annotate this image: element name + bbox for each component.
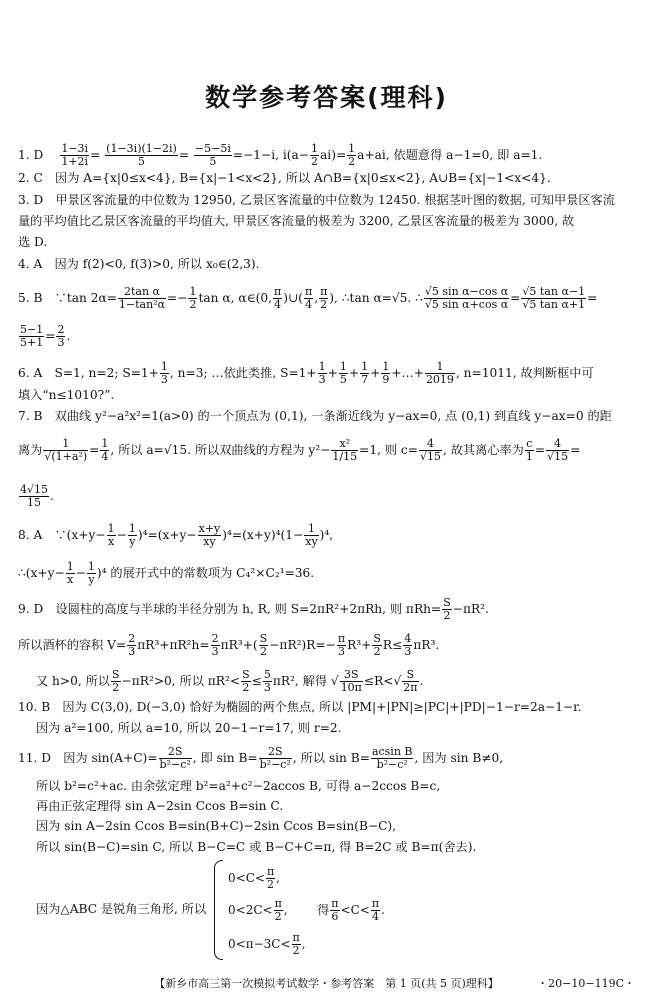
answer-11-line-1: 11. D 因为 sin(A+C)= $\frac{2S}{\text{b²−c²}}$ , 即 sin B= $\frac{2S}{\text{b²−c²}}$ , 所以 sin B= $\frac{\text{acsin B}}{\text{b²−c²}}$ , 因为 sin B≠0, bbox=[18, 745, 504, 771]
answer-11-line-3: 再由正弦定理得 sin A−2sin Ccos B=sin C. bbox=[36, 799, 284, 813]
system-brace bbox=[214, 860, 223, 960]
footer-text: 【新乡市高三第一次模拟考试数学・参考答案 第 1 页(共 5 页)理科】 bbox=[154, 977, 499, 990]
answer-8-line-1: 8. A ∵(x+y− $\frac{1}{x}$ − $\frac{1}{y}$ )⁴=(x+y− $\frac{x+y}{xy}$ )⁴=(x+y)⁴(1− $\frac{1}{xy}$ )⁴, bbox=[18, 522, 334, 548]
answer-11-line-4: 因为 sin A−2sin Ccos B=sin(B+C)−2sin Ccos B=sin(B−C), bbox=[36, 819, 397, 833]
answer-11-line-2: 所以 b²=c²+ac. 由余弦定理 b²=a²+c²−2accos B, 可得 a−2ccos B=c, bbox=[36, 779, 441, 793]
answer-3-line-2: 量的平均值比乙景区客流量的平均值大, 甲景区客流量的极差为 3200, 乙景区客流量的极差为 3000, 故 bbox=[18, 214, 575, 228]
footer-code: ・20−10−119C・ bbox=[537, 977, 635, 990]
answer-9-line-2: 所以酒杯的容积 V= $\frac{2}{3}$ πR³+πR²h= $\frac{2}{3}$ πR³+( $\frac{S}{2}$ −πR²)R=− $\frac{\pi}{3}$ R³+ $\frac{S}{2}$ R≤ $\frac{4}{3}$ πR³. bbox=[18, 632, 440, 658]
answer-3-line-3: 选 D. bbox=[18, 235, 48, 249]
answer-1: 1. D $\frac{1-3i}{1+2i}$ = $\frac{(1-3i)(1-2i)}{5}$ = $\frac{-5-5i}{5}$ =−1−i, i(a− $\frac{1}{2}$ ai)= $\frac{1}{2}$ a+ai, 依题意得 a−1=0, 即 a=1. bbox=[18, 142, 543, 168]
answer-11-line-6: 因为△ABC 是锐角三角形, 所以 bbox=[36, 902, 207, 916]
answer-6-line-2: 填入“n≤1010?”. bbox=[18, 388, 115, 402]
answer-6-line-1: 6. A S=1, n=2; S=1+ $\frac{1}{3}$ , n=3; …依此类推, S=1+ $\frac{1}{3}$ + $\frac{1}{5}$ + $\frac{1}{7}$ + $\frac{1}{9}$ +…+ $\frac{1}{2019}$ , n=1011, 故判断框中可 bbox=[18, 360, 594, 386]
answer-9-line-1: 9. D 设圆柱的高度与半球的半径分别为 h, R, 则 S=2πR²+2πRh, 则 πRh= $\frac{S}{2}$ −πR². bbox=[18, 596, 489, 622]
page-title: 数学参考答案(理科) bbox=[205, 83, 448, 112]
answer-8-line-2: ∴(x+y− $\frac{1}{x}$ − $\frac{1}{y}$ )⁴ 的展开式中的常数项为 C₄²×C₂¹=36. bbox=[18, 560, 315, 586]
answer-2: 2. C 因为 A={x|0≤x<4}, B={x|−1<x<2}, 所以 A∩B={x|0≤x<2}, A∪B={x|−1<x<4}. bbox=[18, 171, 551, 185]
answer-3-line-1: 3. D 甲景区客流量的中位数为 12950, 乙景区客流量的中位数为 12450. 根据茎叶图的数据, 可知甲景区客流 bbox=[18, 193, 615, 207]
answer-5-line-1: 5. B ∵tan 2α= $\frac{\text{2tan α}}{\text{1−tan²α}}$ =− $\frac{1}{2}$ tan α, α∈(0, $\frac{\pi}{4}$ )∪( $\frac{\pi}{4}$ , $\frac{\pi}{2}$ ), ∴tan α=√5. ∴ $\frac{\text{√5 sin α−cos α}}{\text{√5 sin α+cos α}}$ = $\frac{\text{√5 tan α−1}}{\text{√5 tan α+1}}$ = bbox=[18, 285, 598, 311]
answer-9-line-3: 又 h>0, 所以 $\frac{S}{2}$ −πR²>0, 所以 πR²< $\frac{S}{2}$ ≤ $\frac{5}{3}$ πR², 解得 √ $\frac{3S}{10\pi}$ ≤R<√ $\frac{S}{2\pi}$ . bbox=[36, 668, 424, 694]
answer-4: 4. A 因为 f(2)<0, f(3)>0, 所以 x₀∈(2,3). bbox=[18, 257, 260, 271]
answer-10-line-2: 因为 a²=100, 所以 a=10, 所以 20−1−r=17, 则 r=2. bbox=[36, 721, 342, 735]
answer-7-line-2: 离为 $\frac{1}{\text{√(1+a²)}}$ = $\frac{1}{4}$ , 所以 a=√15. 所以双曲线的方程为 y²− $\frac{\text{x²}}{1/15}$ =1, 则 c= $\frac{4}{√15}$ , 故其离心率为 $\frac{c}{1}$ = $\frac{4}{√15}$ = bbox=[18, 437, 581, 463]
answer-7-line-3: $\frac{4√15}{15}$ . bbox=[20, 483, 54, 509]
page-footer bbox=[0, 975, 653, 991]
inequality-1: 0<C< $\frac{\pi}{2}$ , bbox=[228, 865, 280, 891]
answer-11-line-5: 所以 sin(B−C)=sin C, 所以 B−C=C 或 B−C+C=π, 得 B=2C 或 B=π(舍去). bbox=[36, 840, 477, 854]
answer-5-line-2: $\frac{5-1}{5+1}$ = $\frac{2}{3}$ . bbox=[20, 323, 71, 349]
inequality-2: 0<2C< $\frac{\pi}{2}$ , 得 $\frac{\pi}{6}$ <C< $\frac{\pi}{4}$ . bbox=[228, 897, 385, 923]
inequality-3: 0<π−3C< $\frac{\pi}{2}$ , bbox=[228, 931, 306, 957]
answer-10-line-1: 10. B 因为 C(3,0), D(−3,0) 恰好为椭圆的两个焦点, 所以 |PM|+|PN|≥|PC|+|PD|−1−r=2a−1−r. bbox=[18, 700, 582, 714]
answer-7-line-1: 7. B 双曲线 y²−a²x²=1(a>0) 的一个顶点为 (0,1), 一条渐近线为 y−ax=0, 点 (0,1) 到直线 y−ax=0 的距 bbox=[18, 409, 612, 423]
